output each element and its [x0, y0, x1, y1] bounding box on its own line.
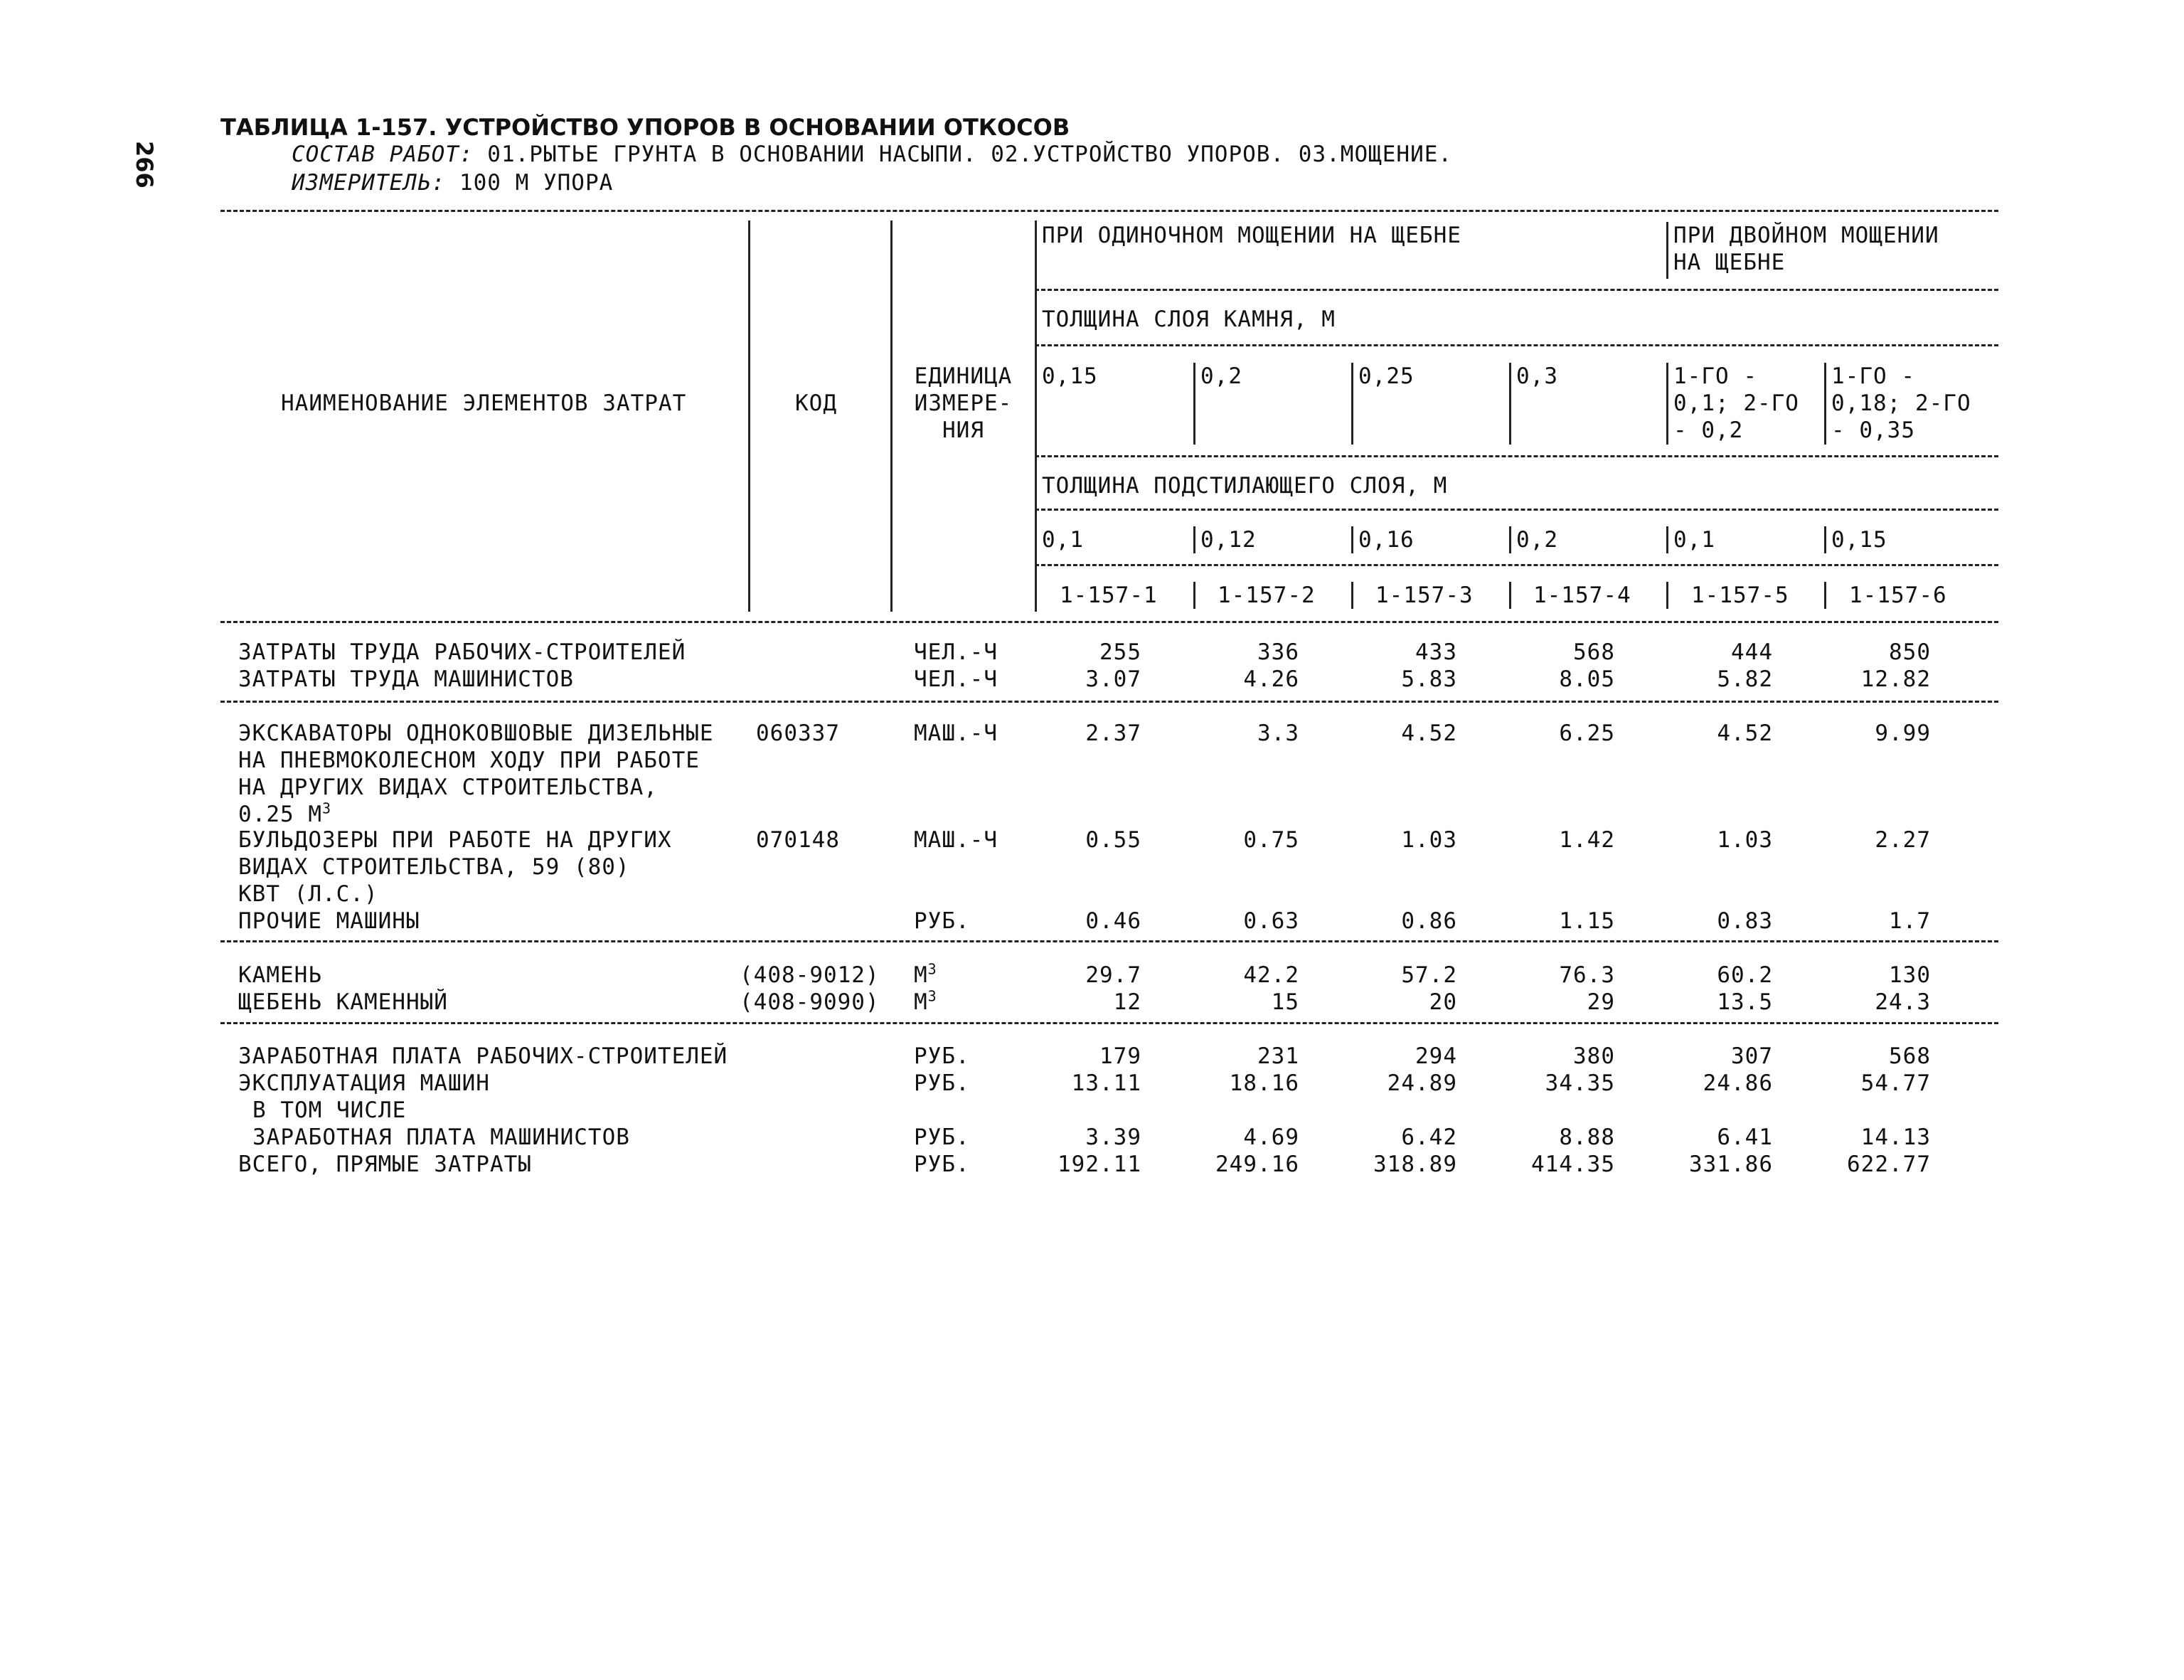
row-stone-v2: 42.2 — [1243, 962, 1299, 988]
row-bulldozers-name-2: ВИДАХ СТРОИТЕЛЬСТВА, 59 (80) — [238, 854, 630, 880]
stone-value-5-line2: 0,1; 2-ГО — [1673, 390, 1799, 416]
base-value-5: 0,1 — [1673, 527, 1715, 553]
column-code-1: 1-157-1 — [1060, 583, 1158, 608]
header-unit-3: НИЯ — [942, 418, 984, 443]
row-bulldozers-v1: 0.55 — [1085, 827, 1141, 853]
superscript-3: 3 — [927, 987, 937, 1005]
work-label: СОСТАВ РАБОТ: — [292, 142, 474, 167]
stone-value-1: 0,15 — [1042, 363, 1098, 389]
row-gravel-unit-text: М — [914, 989, 928, 1015]
header-stone-thickness: ТОЛЩИНА СЛОЯ КАМНЯ, М — [1042, 307, 1336, 332]
row-stone-unit-text: М — [914, 962, 928, 988]
row-labor-workers-v6: 850 — [1889, 639, 1931, 665]
row-bulldozers-v3: 1.03 — [1401, 827, 1457, 853]
row-total-v1: 192.11 — [1058, 1152, 1141, 1177]
rule-header-bottom — [220, 621, 1998, 623]
row-labor-workers-unit: ЧЕЛ.-Ч — [914, 639, 998, 665]
vrule-k6 — [1824, 582, 1826, 609]
vrule-k2 — [1193, 582, 1195, 609]
vrule-k5 — [1666, 582, 1668, 609]
row-wages-drivers-name: ЗАРАБОТНАЯ ПЛАТА МАШИНИСТОВ — [252, 1125, 630, 1150]
vrule-c4 — [1509, 363, 1511, 445]
row-other-machines-v5: 0.83 — [1717, 908, 1773, 934]
vrule-b5 — [1666, 526, 1668, 553]
row-labor-drivers-v4: 8.05 — [1559, 666, 1615, 692]
row-wages-drivers-v6: 14.13 — [1860, 1125, 1931, 1150]
superscript-3: 3 — [321, 799, 332, 817]
row-machine-operation-v5: 24.86 — [1703, 1070, 1773, 1096]
row-machine-operation-name: ЭКСПЛУАТАЦИЯ МАШИН — [238, 1070, 490, 1096]
row-wages-workers-v4: 380 — [1573, 1043, 1615, 1069]
rule-section-2 — [220, 940, 1998, 942]
vrule-b6 — [1824, 526, 1826, 553]
row-labor-workers-v5: 444 — [1731, 639, 1773, 665]
rule-header-3 — [1035, 455, 1998, 457]
base-value-2: 0,12 — [1200, 527, 1257, 553]
row-machine-operation-v1: 13.11 — [1071, 1070, 1141, 1096]
row-gravel-v6: 24.3 — [1875, 989, 1931, 1015]
row-excavators-v4: 6.25 — [1559, 721, 1615, 746]
row-gravel-v2: 15 — [1271, 989, 1299, 1015]
row-excavators-unit: МАШ.-Ч — [914, 721, 998, 746]
row-other-machines-v2: 0.63 — [1243, 908, 1299, 934]
row-wages-workers-unit: РУБ. — [914, 1043, 970, 1069]
row-labor-drivers-v2: 4.26 — [1243, 666, 1299, 692]
row-total-v6: 622.77 — [1847, 1152, 1931, 1177]
base-value-1: 0,1 — [1042, 527, 1084, 553]
row-labor-workers-v3: 433 — [1415, 639, 1457, 665]
stone-value-5-line3: - 0,2 — [1673, 418, 1744, 443]
row-stone-name: КАМЕНЬ — [238, 962, 322, 988]
header-double-paving-2: НА ЩЕБНЕ — [1673, 250, 1786, 275]
measure-unit — [292, 169, 613, 196]
row-labor-workers-v4: 568 — [1573, 639, 1615, 665]
stone-value-5: 1-ГО - — [1673, 363, 1757, 389]
row-machine-operation-v3: 24.89 — [1387, 1070, 1457, 1096]
row-labor-drivers-v5: 5.82 — [1717, 666, 1773, 692]
measure-label: ИЗМЕРИТЕЛЬ: — [292, 170, 446, 196]
measure-text: 100 М УПОРА — [445, 170, 614, 196]
vrule-double — [1666, 222, 1668, 279]
row-wages-workers-v1: 179 — [1099, 1043, 1141, 1069]
row-gravel-v1: 12 — [1113, 989, 1141, 1015]
row-labor-workers-name: ЗАТРАТЫ ТРУДА РАБОЧИХ-СТРОИТЕЛЕЙ — [238, 639, 686, 665]
row-wages-drivers-v2: 4.69 — [1243, 1125, 1299, 1150]
row-stone-v1: 29.7 — [1085, 962, 1141, 988]
vrule-b3 — [1351, 526, 1353, 553]
row-excavators-name-4-text: 0.25 М — [238, 802, 322, 827]
row-excavators-name-4 — [238, 801, 331, 828]
row-labor-drivers-name: ЗАТРАТЫ ТРУДА МАШИНИСТОВ — [238, 666, 574, 692]
vrule-b4 — [1509, 526, 1511, 553]
column-code-5: 1-157-5 — [1691, 583, 1789, 608]
base-value-6: 0,15 — [1831, 527, 1887, 553]
row-total-v4: 414.35 — [1531, 1152, 1615, 1177]
row-excavators-name-2: НА ПНЕВМОКОЛЕСНОМ ХОДУ ПРИ РАБОТЕ — [238, 748, 700, 773]
column-code-6: 1-157-6 — [1849, 583, 1947, 608]
row-gravel-code: (408-9090) — [740, 989, 880, 1015]
row-machine-operation-unit: РУБ. — [914, 1070, 970, 1096]
vrule-code — [890, 220, 893, 612]
rule-top — [220, 210, 1998, 212]
row-labor-drivers-v3: 5.83 — [1401, 666, 1457, 692]
vrule-k4 — [1509, 582, 1511, 609]
row-bulldozers-v5: 1.03 — [1717, 827, 1773, 853]
row-including-name: В ТОМ ЧИСЛЕ — [252, 1097, 407, 1123]
base-value-4: 0,2 — [1516, 527, 1558, 553]
row-stone-v6: 130 — [1889, 962, 1931, 988]
vrule-k3 — [1351, 582, 1353, 609]
row-excavators-v2: 3.3 — [1257, 721, 1299, 746]
row-excavators-v5: 4.52 — [1717, 721, 1773, 746]
vrule-c6 — [1824, 363, 1826, 445]
vrule-unit — [1035, 220, 1037, 612]
row-excavators-name-1: ЭКСКАВАТОРЫ ОДНОКОВШОВЫЕ ДИЗЕЛЬНЫЕ — [238, 721, 714, 746]
rule-section-3 — [220, 1022, 1998, 1024]
row-bulldozers-unit: МАШ.-Ч — [914, 827, 998, 853]
header-double-paving-1: ПРИ ДВОЙНОМ МОЩЕНИИ — [1673, 223, 1939, 248]
row-excavators-name-3: НА ДРУГИХ ВИДАХ СТРОИТЕЛЬСТВА, — [238, 775, 658, 800]
row-labor-drivers-v1: 3.07 — [1085, 666, 1141, 692]
row-stone-unit — [914, 962, 937, 989]
row-stone-v5: 60.2 — [1717, 962, 1773, 988]
row-stone-code: (408-9012) — [740, 962, 880, 988]
header-base-thickness: ТОЛЩИНА ПОДСТИЛАЮЩЕГО СЛОЯ, М — [1042, 473, 1448, 499]
row-gravel-unit — [914, 989, 937, 1016]
row-gravel-name: ЩЕБЕНЬ КАМЕННЫЙ — [238, 989, 448, 1015]
row-wages-workers-v6: 568 — [1889, 1043, 1931, 1069]
row-labor-drivers-v6: 12.82 — [1860, 666, 1931, 692]
row-bulldozers-v6: 2.27 — [1875, 827, 1931, 853]
row-machine-operation-v2: 18.16 — [1229, 1070, 1299, 1096]
base-value-3: 0,16 — [1358, 527, 1415, 553]
row-total-unit: РУБ. — [914, 1152, 970, 1177]
row-machine-operation-v4: 34.35 — [1545, 1070, 1615, 1096]
header-code-col: КОД — [795, 390, 837, 416]
column-code-3: 1-157-3 — [1375, 583, 1474, 608]
column-code-2: 1-157-2 — [1218, 583, 1316, 608]
superscript-3: 3 — [927, 960, 937, 978]
work-text: 01.РЫТЬЕ ГРУНТА В ОСНОВАНИИ НАСЫПИ. 02.УСТРОЙСТВО УПОРОВ. 03.МОЩЕНИЕ. — [473, 142, 1453, 167]
row-other-machines-unit: РУБ. — [914, 908, 970, 934]
row-bulldozers-code: 070148 — [756, 827, 840, 853]
row-wages-workers-v3: 294 — [1415, 1043, 1457, 1069]
header-name-col: НАИМЕНОВАНИЕ ЭЛЕМЕНТОВ ЗАТРАТ — [281, 390, 687, 416]
row-excavators-v6: 9.99 — [1875, 721, 1931, 746]
vrule-b2 — [1193, 526, 1195, 553]
row-excavators-v1: 2.37 — [1085, 721, 1141, 746]
column-code-4: 1-157-4 — [1533, 583, 1631, 608]
row-gravel-v5: 13.5 — [1717, 989, 1773, 1015]
row-wages-drivers-v1: 3.39 — [1085, 1125, 1141, 1150]
rule-header-4 — [1035, 509, 1998, 511]
rule-header-1 — [1035, 289, 1998, 291]
stone-value-2: 0,2 — [1200, 363, 1242, 389]
page-number: 266 — [131, 141, 158, 188]
row-other-machines-v3: 0.86 — [1401, 908, 1457, 934]
row-labor-workers-v2: 336 — [1257, 639, 1299, 665]
row-wages-workers-name: ЗАРАБОТНАЯ ПЛАТА РАБОЧИХ-СТРОИТЕЛЕЙ — [238, 1043, 728, 1069]
stone-value-4: 0,3 — [1516, 363, 1558, 389]
row-wages-drivers-v5: 6.41 — [1717, 1125, 1773, 1150]
row-excavators-v3: 4.52 — [1401, 721, 1457, 746]
row-total-v3: 318.89 — [1373, 1152, 1457, 1177]
vrule-c5 — [1666, 363, 1668, 445]
row-other-machines-name: ПРОЧИЕ МАШИНЫ — [238, 908, 420, 934]
stone-value-6-line2: 0,18; 2-ГО — [1831, 390, 1971, 416]
row-labor-drivers-unit: ЧЕЛ.-Ч — [914, 666, 998, 692]
header-single-paving: ПРИ ОДИНОЧНОМ МОЩЕНИИ НА ЩЕБНЕ — [1042, 223, 1461, 248]
stone-value-3: 0,25 — [1358, 363, 1415, 389]
vrule-name — [748, 220, 750, 612]
row-machine-operation-v6: 54.77 — [1860, 1070, 1931, 1096]
vrule-c2 — [1193, 363, 1195, 445]
row-wages-drivers-v4: 8.88 — [1559, 1125, 1615, 1150]
rule-header-2 — [1035, 344, 1998, 346]
row-other-machines-v6: 1.7 — [1889, 908, 1931, 934]
row-bulldozers-v4: 1.42 — [1559, 827, 1615, 853]
row-wages-drivers-v3: 6.42 — [1401, 1125, 1457, 1150]
row-total-v5: 331.86 — [1689, 1152, 1773, 1177]
row-gravel-v4: 29 — [1587, 989, 1615, 1015]
table-title: ТАБЛИЦА 1-157. УСТРОЙСТВО УПОРОВ В ОСНОВАНИИ ОТКОСОВ — [220, 114, 1070, 141]
header-unit-2: ИЗМЕРЕ- — [914, 390, 1013, 416]
row-stone-v3: 57.2 — [1401, 962, 1457, 988]
row-bulldozers-v2: 0.75 — [1243, 827, 1299, 853]
row-stone-v4: 76.3 — [1559, 962, 1615, 988]
row-wages-workers-v5: 307 — [1731, 1043, 1773, 1069]
row-bulldozers-name-1: БУЛЬДОЗЕРЫ ПРИ РАБОТЕ НА ДРУГИХ — [238, 827, 672, 853]
row-wages-drivers-unit: РУБ. — [914, 1125, 970, 1150]
row-wages-workers-v2: 231 — [1257, 1043, 1299, 1069]
stone-value-6: 1-ГО - — [1831, 363, 1915, 389]
row-gravel-v3: 20 — [1429, 989, 1457, 1015]
row-other-machines-v1: 0.46 — [1085, 908, 1141, 934]
row-labor-workers-v1: 255 — [1099, 639, 1141, 665]
row-bulldozers-name-3: КВТ (Л.С.) — [238, 881, 378, 907]
row-total-name: ВСЕГО, ПРЯМЫЕ ЗАТРАТЫ — [238, 1152, 532, 1177]
stone-value-6-line3: - 0,35 — [1831, 418, 1915, 443]
row-other-machines-v4: 1.15 — [1559, 908, 1615, 934]
header-unit-1: ЕДИНИЦА — [914, 363, 1013, 389]
row-total-v2: 249.16 — [1215, 1152, 1299, 1177]
vrule-c3 — [1351, 363, 1353, 445]
work-composition — [292, 141, 1452, 168]
rule-section-1 — [220, 701, 1998, 703]
row-excavators-code: 060337 — [756, 721, 840, 746]
rule-header-5 — [1035, 564, 1998, 566]
